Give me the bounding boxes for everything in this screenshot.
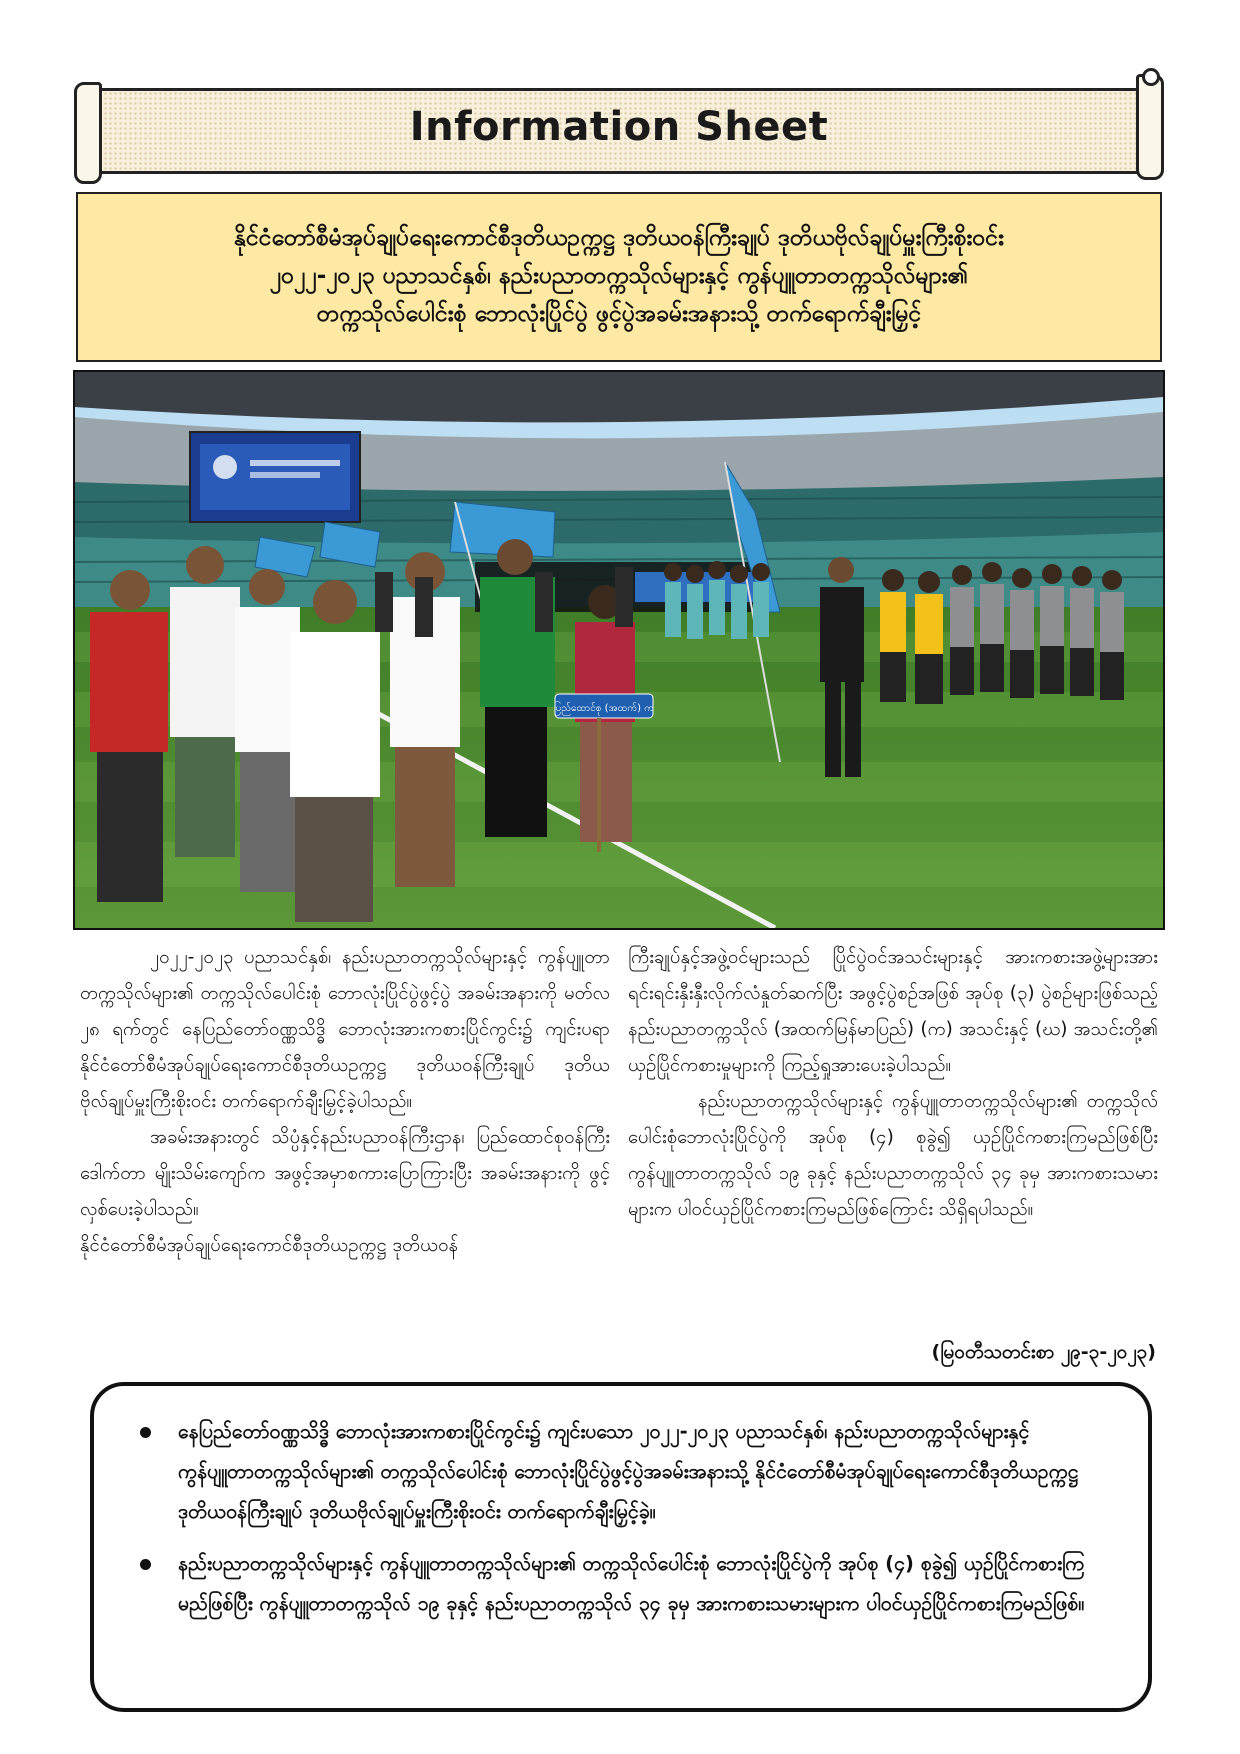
summary-list — [134, 1412, 1108, 1624]
scroll-curl-icon — [1142, 68, 1160, 86]
source-citation: (မြဝတီသတင်းစာ ၂၉-၃-၂၀၂၃) — [931, 1341, 1156, 1363]
headline-box — [76, 192, 1162, 362]
page-title: Information Sheet — [409, 104, 829, 150]
article-paragraph: နည်းပညာတက္ကသိုလ်များနှင့် ကွန်ပျူတာတက္ကသိုလ်များ၏ တက္ကသိုလ်ပေါင်းစုံဘောလုံးပြိုင်ပွဲကို အုပ်စု (၄) စုခွဲ၍ ယှဉ်ပြိုင်ကစားကြမည်ဖြစ်ပြီး ကွန်ပျူတာတက္ကသိုလ် ၁၉ ခုနှင့် နည်းပညာတက္ကသိုလ် ၃၄ ခုမှ အားကစားသမားများက ပါဝင်ယှဉ်ပြိုင်ကစားကြမည်ဖြစ်ကြောင်း သိရှိရပါသည်။ — [628, 1091, 1158, 1220]
article-column-left — [80, 940, 610, 1264]
headline-line-1: နိုင်ငံတော်စီမံအုပ်ချုပ်ရေးကောင်စီဒုတိယဥက္ကဋ္ဌ ဒုတိယဝန်ကြီးချုပ် ဒုတိယဗိုလ်ချုပ်မှူးကြီးစိုးဝင်း — [234, 225, 1004, 252]
sign-text: ပြည်ထောင်စု (အထက်) က — [553, 703, 655, 714]
summary-item — [134, 1544, 1108, 1624]
bullet-icon — [140, 1559, 151, 1570]
article-paragraph: ၂၀၂၂-၂၀၂၃ ပညာသင်နှစ်၊ နည်းပညာတက္ကသိုလ်များနှင့် ကွန်ပျူတာတက္ကသိုလ်များ၏ တက္ကသိုလ်ပေါင်းစုံ ဘောလုံးပြိုင်ပွဲဖွင့်ပွဲ အခမ်းအနားကို မတ်လ ၂၈ ရက်တွင် နေပြည်တော်ဝဏ္ဏသိဒ္ဓိ ဘောလုံးအားကစားပြိုင်ကွင်း၌ ကျင်းပရာ နိုင်ငံတော်စီမံအုပ်ချုပ်ရေးကောင်စီဒုတိယဥက္ကဋ္ဌ ဒုတိယဝန်ကြီးချုပ် ဒုတိယဗိုလ်ချုပ်မှူးကြီးစိုးဝင်း တက်ရောက်ချီးမြှင့်ခဲ့ပါသည်။ — [80, 947, 610, 1112]
headline-line-2: ၂၀၂၂-၂၀၂၃ ပညာသင်နှစ်၊ နည်းပညာတက္ကသိုလ်များနှင့် ကွန်ပျူတာတက္ကသိုလ်များ၏ — [269, 263, 969, 290]
bullet-icon — [140, 1427, 151, 1438]
stadium-scene-illustration — [75, 372, 1163, 928]
event-photo — [73, 370, 1165, 930]
summary-item — [134, 1412, 1108, 1532]
headline-line-3: တက္ကသိုလ်ပေါင်းစုံ ဘောလုံးပြိုင်ပွဲ ဖွင့်ပွဲအခမ်းအနားသို့ တက်ရောက်ချီးမြှင့် — [316, 300, 922, 327]
summary-item-text: နည်းပညာတက္ကသိုလ်များနှင့် ကွန်ပျူတာတက္ကသိုလ်များ၏ တက္ကသိုလ်ပေါင်းစုံ ဘောလုံးပြိုင်ပွဲကို အုပ်စု (၄) စုခွဲ၍ ယှဉ်ပြိုင်ကစားကြမည်ဖြစ်ပြီး ကွန်ပျူတာတက္ကသိုလ် ၁၉ ခုနှင့် နည်းပညာတက္ကသိုလ် ၃၄ ခုမှ အားကစားသမားများက ပါဝင်ယှဉ်ပြိုင်ကစားကြမည်ဖြစ်။ — [178, 1552, 1085, 1615]
summary-box — [90, 1382, 1152, 1712]
title-banner — [74, 82, 1164, 180]
article-paragraph: နိုင်ငံတော်စီမံအုပ်ချုပ်ရေးကောင်စီဒုတိယဥက္ကဋ္ဌ ဒုတိယဝန် — [80, 1235, 459, 1256]
article-paragraph: ကြီးချုပ်နှင့်အဖွဲ့ဝင်များသည် ပြိုင်ပွဲဝင်အသင်းများနှင့် အားကစားအဖွဲ့များအား ရင်းရင်းနှီးနှီးလိုက်လံနှုတ်ဆက်ပြီး အဖွင့်ပွဲစဉ်အဖြစ် အုပ်စု (၃) ပွဲစဉ်များဖြစ်သည့် နည်းပညာတက္ကသိုလ် (အထက်မြန်မာပြည်) (က) အသင်းနှင့် (ဃ) အသင်းတို့၏ ယှဉ်ပြိုင်ကစားမှုများကို ကြည့်ရှုအားပေးခဲ့ပါသည်။ — [628, 947, 1158, 1076]
summary-item-text: နေပြည်တော်ဝဏ္ဏသိဒ္ဓိ ဘောလုံးအားကစားပြိုင်ကွင်း၌ ကျင်းပသော ၂၀၂၂-၂၀၂၃ ပညာသင်နှစ်၊ နည်းပညာတက္ကသိုလ်များနှင့် ကွန်ပျူတာတက္ကသိုလ်များ၏ တက္ကသိုလ်ပေါင်းစုံ ဘောလုံးပြိုင်ပွဲဖွင့်ပွဲအခမ်းအနားသို့ နိုင်ငံတော်စီမံအုပ်ချုပ်ရေးကောင်စီဒုတိယဥက္ကဋ္ဌ ဒုတိယဝန်ကြီးချုပ် ဒုတိယဗိုလ်ချုပ်မှူးကြီးစိုးဝင်း တက်ရောက်ချီးမြှင့်ခဲ့။ — [178, 1420, 1079, 1523]
article-column-right — [628, 940, 1158, 1228]
article-paragraph: အခမ်းအနားတွင် သိပ္ပံနှင့်နည်းပညာဝန်ကြီးဌာန၊ ပြည်ထောင်စုဝန်ကြီး ဒေါက်တာ မျိုးသိမ်းကျော်က အဖွင့်အမှာစကားပြောကြားပြီး အခမ်းအနားကို ဖွင့်လှစ်ပေးခဲ့ပါသည်။ — [80, 1127, 610, 1220]
